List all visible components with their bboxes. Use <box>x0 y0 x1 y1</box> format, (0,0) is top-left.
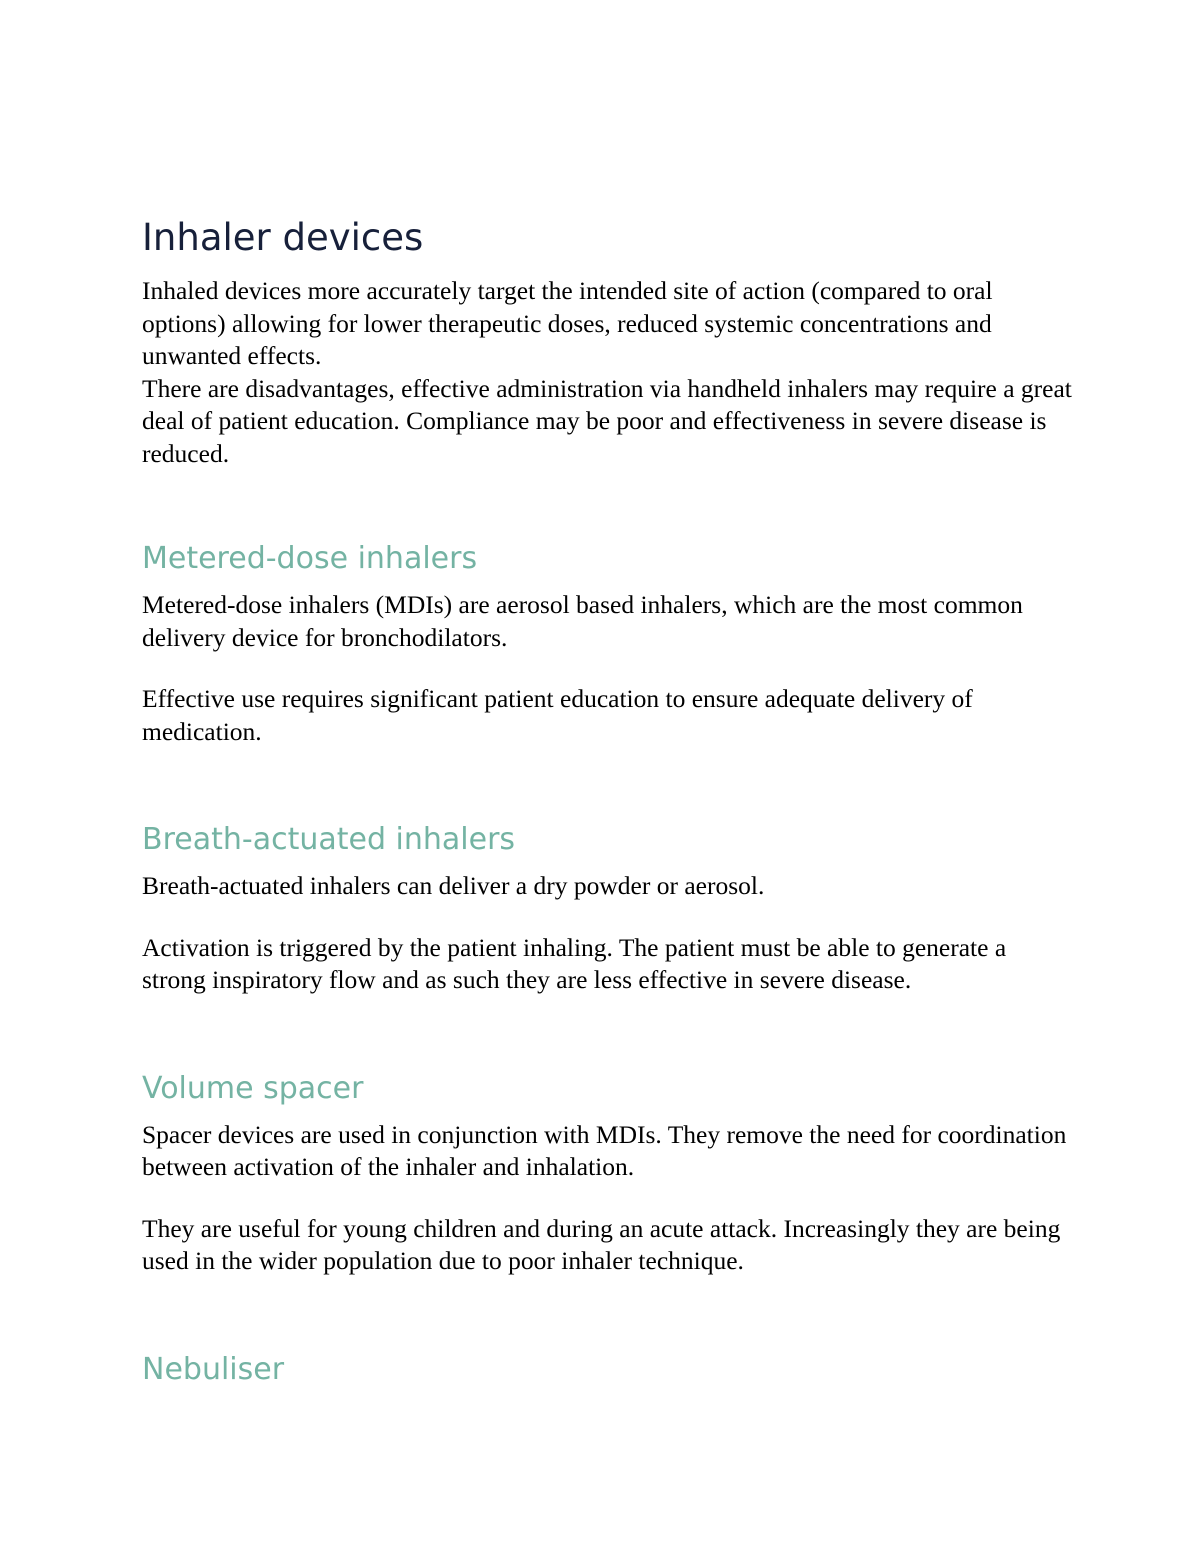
section-breath-actuated-inhalers <box>142 820 1072 997</box>
section-heading: Breath-actuated inhalers <box>142 822 516 857</box>
section-paragraph: Activation is triggered by the patient inhaling. The patient must be able to generate a strong inspiratory flow and as such they are less effective in severe disease. <box>142 932 1007 994</box>
section-nebuliser <box>142 1350 1072 1390</box>
section-paragraph: Breath-actuated inhalers can deliver a dry powder or aerosol. <box>142 871 765 900</box>
page-title: Inhaler devices <box>142 216 424 259</box>
section-heading: Nebuliser <box>142 1351 285 1387</box>
section-paragraph: Spacer devices are used in conjunction with MDIs. They remove the need for coordination between activation of the inhaler and inhalation. <box>142 1119 1067 1181</box>
section-heading: Volume spacer <box>142 1070 364 1106</box>
section-metered-dose-inhalers <box>142 539 1072 748</box>
section-paragraph: Metered-dose inhalers (MDIs) are aerosol based inhalers, which are the most common delivery device for bronchodilators. <box>142 590 1023 652</box>
document-content <box>142 212 1072 1400</box>
section-paragraph: They are useful for young children and during an acute attack. Increasingly they are being used in the wider population due to poor inhaler technique. <box>142 1213 1061 1275</box>
section-heading: Metered-dose inhalers <box>142 541 478 576</box>
section-volume-spacer <box>142 1069 1072 1278</box>
intro-paragraph: Inhaled devices more accurately target the intended site of action (compared to oral options) allowing for lower therapeutic doses, reduced systemic concentrations and unwanted effects. <box>142 276 993 370</box>
intro-paragraph: There are disadvantages, effective administration via handheld inhalers may require a great deal of patient education. Compliance may be poor and effectiveness in severe disease is reduced. <box>142 373 1072 468</box>
section-paragraph: Effective use requires significant patient education to ensure adequate delivery of medication. <box>142 684 973 746</box>
